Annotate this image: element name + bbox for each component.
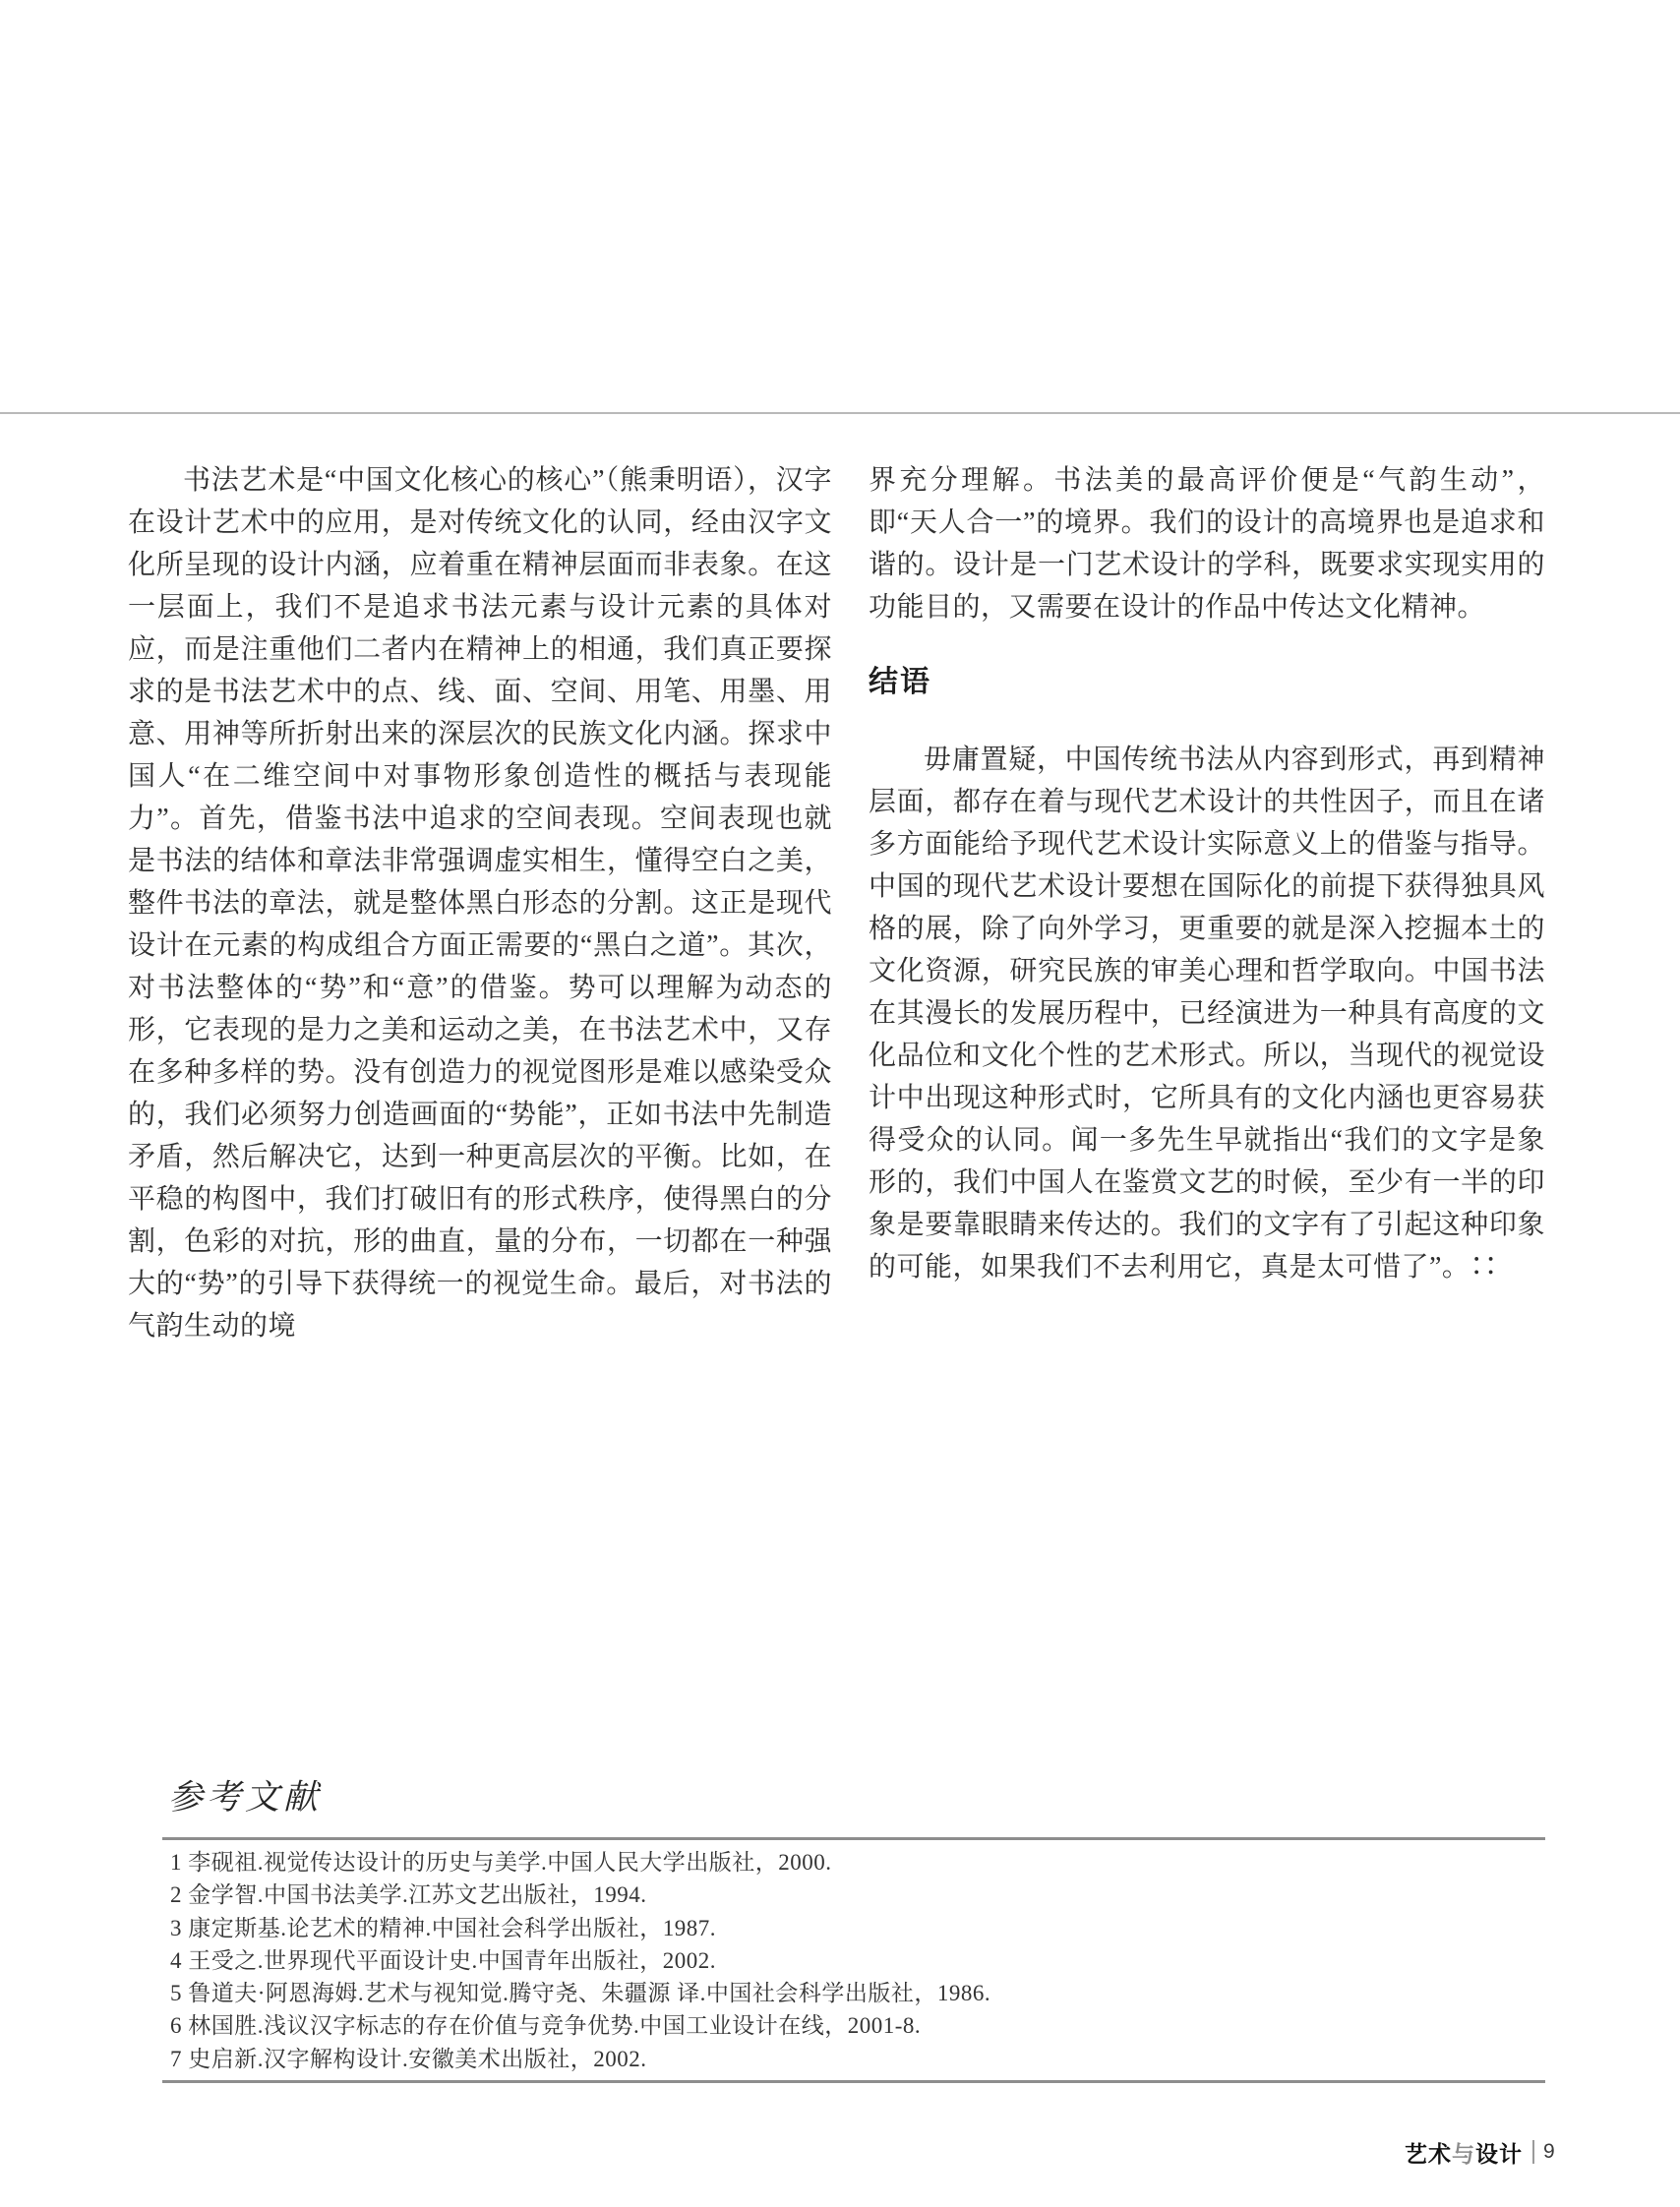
references-heading: 参考文献	[168, 1778, 323, 1817]
conclusion-heading: 结语	[869, 666, 931, 698]
logo-part-with: 与	[1452, 2140, 1475, 2167]
article-body	[128, 459, 1545, 1347]
article-left-column	[128, 459, 832, 1347]
logo-part-design: 设计	[1475, 2140, 1523, 2167]
reference-item: 5 鲁道夫·阿恩海姆.艺术与视知觉.腾守尧、朱疆源 译.中国社会科学出版社，1986.	[170, 1981, 991, 2006]
reference-item: 6 林国胜.浅议汉字标志的存在价值与竞争优势.中国工业设计在线，2001-8.	[170, 2013, 922, 2039]
reference-item: 4 王受之.世界现代平面设计史.中国青年出版社，2002.	[170, 1947, 716, 1973]
footer-divider-line	[1532, 2140, 1534, 2164]
article-right-column	[869, 459, 1545, 1347]
reference-item: 7 史启新.汉字解构设计.安徽美术出版社，2002.	[170, 2046, 647, 2071]
references-list	[170, 1846, 990, 2075]
references-bottom-rule	[162, 2080, 1545, 2083]
right-column-continuation-paragraph: 界充分理解。书法美的最高评价便是“气韵生动”，即“天人合一”的境界。我们的设计的高境界也是追求和谐的。设计是一门艺术设计的学科，既要求实现实用的功能目的，又需要在设计的作品中传达文化精神。	[869, 465, 1545, 623]
reference-item: 2 金学智.中国书法美学.江苏文艺出版社，1994.	[170, 1882, 647, 1908]
conclusion-paragraph: 毋庸置疑，中国传统书法从内容到形式，再到精神层面，都存在着与现代艺术设计的共性因子，而且在诸多方面能给予现代艺术设计实际意义上的借鉴与指导。中国的现代艺术设计要想在国际化的前提下获得独具风格的展，除了向外学习，更重要的就是深入挖掘本土的文化资源，研究民族的审美心理和哲学取向。中国书法在其漫长的发展历程中，已经演进为一种具有高度的文化品位和文化个性的艺术形式。所以，当现代的视觉设计中出现这种形式时，它所具有的文化内涵也更容易获得受众的认同。闻一多先生早就指出“我们的文字是象形的，我们中国人在鉴赏文艺的时候，至少有一半的印象是要靠眼睛来传达的。我们的文字有了引起这种印象的可能，如果我们不去利用它，真是太可惜了”。∷	[869, 745, 1545, 1282]
page-footer	[1405, 2138, 1555, 2166]
header-rule	[0, 412, 1680, 414]
magazine-logo	[1405, 2136, 1523, 2169]
references-top-rule	[162, 1837, 1545, 1840]
logo-part-art: 艺术	[1405, 2140, 1452, 2167]
page-number: 9	[1543, 2140, 1555, 2163]
reference-item: 1 李砚祖.视觉传达设计的历史与美学.中国人民大学出版社，2000.	[170, 1850, 832, 1875]
left-column-paragraph: 书法艺术是“中国文化核心的核心”（熊秉明语），汉字在设计艺术中的应用，是对传统文化的认同，经由汉字文化所呈现的设计内涵，应着重在精神层面而非表象。在这一层面上，我们不是追求书法元素与设计元素的具体对应，而是注重他们二者内在精神上的相通，我们真正要探求的是书法艺术中的点、线、面、空间、用笔、用墨、用意、用神等所折射出来的深层次的民族文化内涵。探求中国人“在二维空间中对事物形象创造性的概括与表现能力”。首先，借鉴书法中追求的空间表现。空间表现也就是书法的结体和章法非常强调虚实相生，懂得空白之美，整件书法的章法，就是整体黑白形态的分割。这正是现代设计在元素的构成组合方面正需要的“黑白之道”。其次，对书法整体的“势”和“意”的借鉴。势可以理解为动态的形，它表现的是力之美和运动之美，在书法艺术中，又存在多种多样的势。没有创造力的视觉图形是难以感染受众的，我们必须努力创造画面的“势能”，正如书法中先制造矛盾，然后解决它，达到一种更高层次的平衡。比如，在平稳的构图中，我们打破旧有的形式秩序，使得黑白的分割，色彩的对抗，形的曲直，量的分布，一切都在一种强大的“势”的引导下获得统一的视觉生命。最后，对书法的气韵生动的境	[128, 465, 832, 1342]
reference-item: 3 康定斯基.论艺术的精神.中国社会科学出版社，1987.	[170, 1915, 716, 1940]
